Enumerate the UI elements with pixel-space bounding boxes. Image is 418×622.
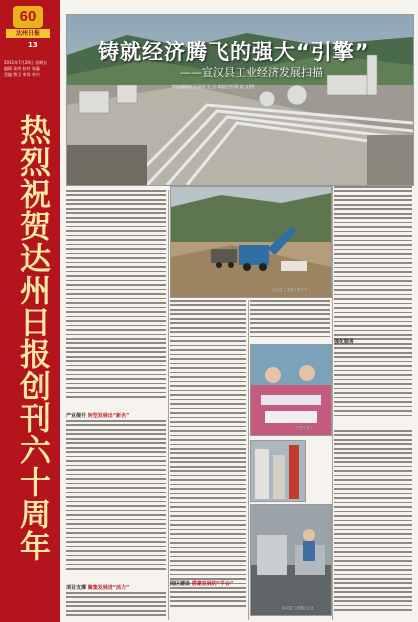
column-rule <box>332 186 333 620</box>
headline: 铸就经济腾飞的强大“引擎” <box>98 40 370 64</box>
page-number: 13 <box>28 41 38 49</box>
article-text-col4 <box>334 186 412 426</box>
construction-caption: 宣汉县工业园区建设中 <box>272 288 307 292</box>
section-heading-1: 产业提升 转型发展出“新名” <box>66 413 130 419</box>
section-heading-4: 强化服务 <box>334 339 355 345</box>
masthead-ribbon: 达州日报 <box>6 29 50 38</box>
column-rule <box>248 300 249 620</box>
anniversary-slogan: 热烈祝贺达州日报创刊六十周年 <box>14 114 50 562</box>
workshop-photo <box>250 504 332 616</box>
factory-photo <box>250 344 332 436</box>
article-text-col4b <box>334 430 412 620</box>
article-text-col3a <box>250 300 330 340</box>
anniversary-number: 60 <box>13 6 43 28</box>
section-heading-2: 项目支撑 聚集发展迸“活力” <box>66 585 130 591</box>
article-text-col1b <box>66 420 166 578</box>
section-heading-3: 园区建设 搭建发展的“平台” <box>170 581 234 587</box>
article-text-col1c <box>66 592 166 620</box>
workshop-caption: 宣汉县工业园区企业 <box>282 606 314 610</box>
construction-photo <box>170 186 332 298</box>
anniversary-banner <box>0 0 60 622</box>
factory-caption: 天然气化工 <box>296 426 314 430</box>
article-text-col2 <box>170 300 246 620</box>
paper-info: 2011年7月29日 星期五 编辑 朱明 校对 邹鑫 美编 曾卫 审读 李兴 <box>4 60 48 77</box>
tanks-photo <box>250 440 306 502</box>
byline: 特约通讯员 江泽洋 王 卫 本报记者 阳 旭 文/图 <box>172 84 255 89</box>
column-rule <box>168 190 169 620</box>
subheadline: ——宣汉县工业经济发展扫描 <box>180 66 323 79</box>
anniversary-badge <box>6 4 50 58</box>
article-text-col1 <box>66 190 166 408</box>
